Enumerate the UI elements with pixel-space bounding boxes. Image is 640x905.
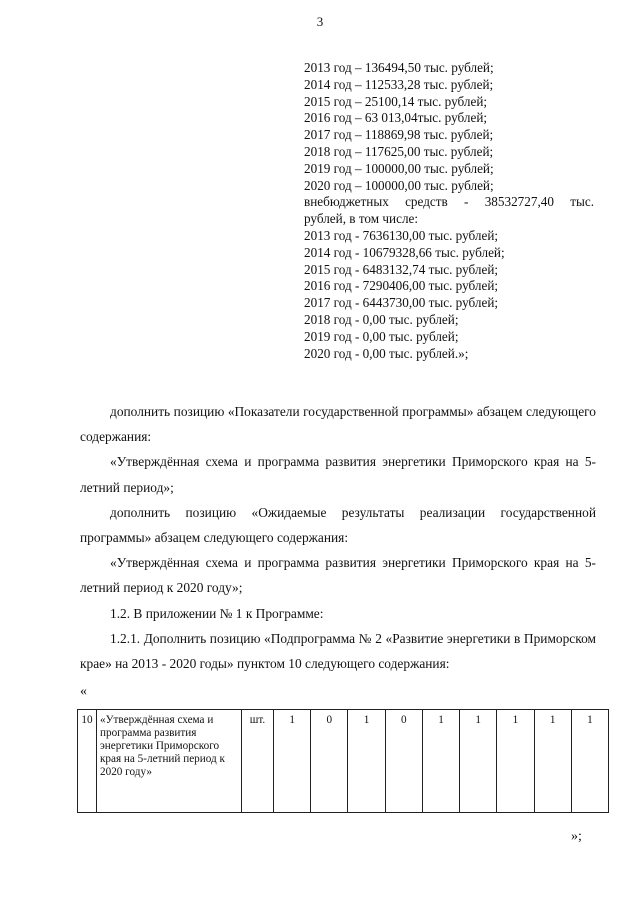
paragraph: дополнить позицию «Показатели государственной программы» абзацем следующего содержания:	[80, 404, 596, 445]
row-number-cell: 10	[78, 710, 97, 813]
extrabudget-line: 2020 год - 0,00 тыс. рублей.»;	[304, 345, 469, 361]
closing-quote: »;	[571, 829, 582, 844]
extrabudget-line: 2018 год - 0,00 тыс. рублей;	[304, 311, 459, 327]
extrabudget-heading: внебюджетных средств - 38532727,40 тыс.	[304, 194, 594, 210]
extrabudget-heading-continued: рублей, в том числе:	[304, 211, 419, 227]
extrabudget-line: 2016 год - 7290406,00 тыс. рублей;	[304, 278, 499, 294]
value-cell: 1	[422, 710, 459, 813]
paragraph: «Утверждённая схема и программа развития энергетики Приморского края на 5-летний период к 2020 году»;	[80, 555, 596, 596]
amendment-text	[80, 399, 596, 676]
paragraph: 1.2. В приложении № 1 к Программе:	[110, 605, 324, 621]
funding-line: 2016 год – 63 013,04тыс. рублей;	[304, 110, 488, 126]
funding-line: 2017 год – 118869,98 тыс. рублей;	[304, 127, 494, 143]
value-cell: 1	[534, 710, 571, 813]
funding-line: 2018 год – 117625,00 тыс. рублей;	[304, 143, 494, 159]
paragraph: «Утверждённая схема и программа развития энергетики Приморского края на 5-летний период»;	[80, 454, 596, 495]
table-row	[78, 710, 609, 813]
value-cell: 1	[274, 710, 311, 813]
paragraph: 1.2.1. Дополнить позицию «Подпрограмма № 2 «Развитие энергетики в Приморском крае» на 2013 - 2020 годы» пунктом 10 следующего содержания:	[80, 630, 596, 672]
extrabudget-line: 2017 год - 6443730,00 тыс. рублей;	[304, 295, 499, 311]
value-cell: 1	[348, 710, 385, 813]
value-cell: 0	[311, 710, 348, 813]
funding-breakdown	[304, 60, 594, 362]
extrabudget-line: 2019 год - 0,00 тыс. рублей;	[304, 328, 459, 344]
extrabudget-line: 2013 год - 7636130,00 тыс. рублей;	[304, 227, 499, 243]
value-cell: 1	[497, 710, 534, 813]
program-table-row	[77, 709, 609, 813]
opening-quote: «	[80, 684, 87, 699]
value-cell: 1	[571, 710, 608, 813]
extrabudget-line: 2014 год - 10679328,66 тыс. рублей;	[304, 244, 505, 260]
row-name-cell: «Утверждённая схема и программа развития энергетики Приморского края на 5-летний период к 2020 году»	[97, 710, 242, 813]
page-number: 3	[316, 14, 324, 29]
funding-line: 2014 год – 112533,28 тыс. рублей;	[304, 76, 494, 92]
paragraph: дополнить позицию «Ожидаемые результаты реализации государственной программы» абзацем следующего содержания:	[80, 504, 596, 546]
funding-line: 2015 год – 25100,14 тыс. рублей;	[304, 93, 488, 109]
extrabudget-line: 2015 год - 6483132,74 тыс. рублей;	[304, 261, 499, 277]
funding-line: 2020 год – 100000,00 тыс. рублей;	[304, 177, 494, 193]
funding-line: 2019 год – 100000,00 тыс. рублей;	[304, 160, 494, 176]
value-cell: 1	[460, 710, 497, 813]
funding-line: 2013 год – 136494,50 тыс. рублей;	[304, 60, 494, 75]
value-cell: 0	[385, 710, 422, 813]
row-unit-cell: шт.	[242, 710, 274, 813]
